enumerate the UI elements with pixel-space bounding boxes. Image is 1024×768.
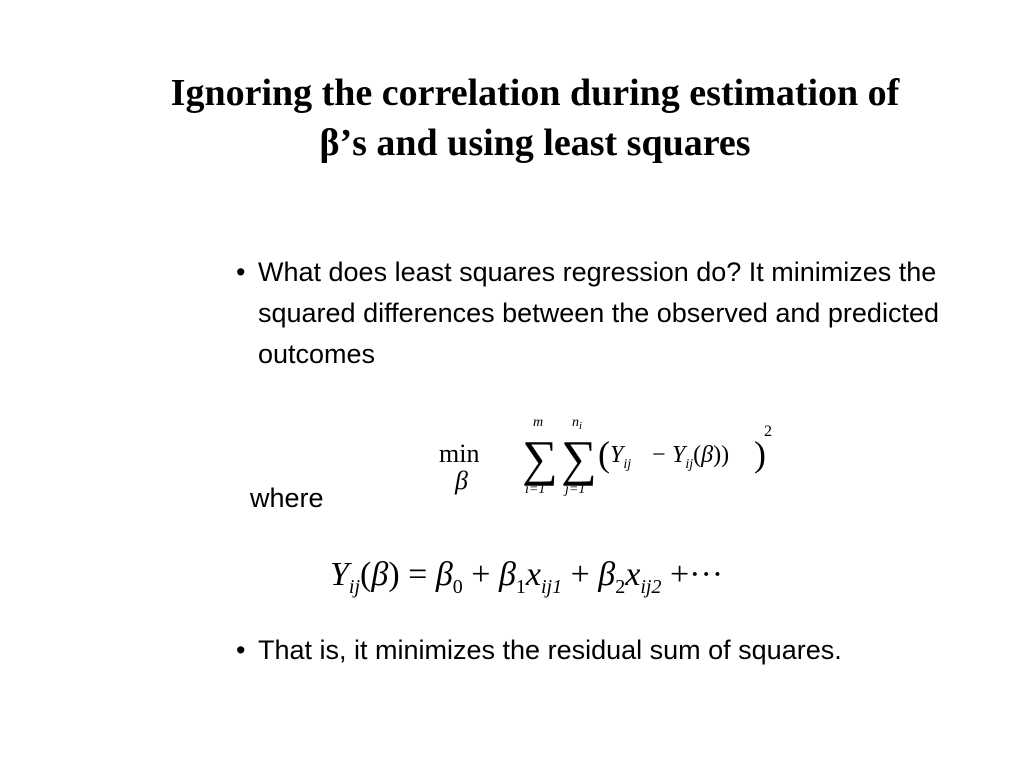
- eq-plus-1: +: [471, 556, 491, 593]
- sum-upper-m: m: [533, 415, 544, 430]
- bullet-marker: •: [236, 635, 246, 665]
- sum-sign-1: ∑: [522, 430, 558, 486]
- bullet-marker: •: [236, 257, 246, 287]
- slide-title: [60, 68, 1010, 168]
- bullet-text: What does least squares regression do? It minimizes the squared differences between the observed and predicted outcomes: [258, 257, 939, 369]
- eq-beta-2: β: [598, 556, 616, 593]
- eq-beta-0-subscript: 0: [452, 575, 463, 598]
- sum-sign-2: ∑: [561, 430, 597, 486]
- bullet-least-squares: [236, 252, 998, 375]
- square-exponent: 2: [764, 423, 772, 440]
- minus-operator: −: [652, 442, 666, 468]
- eq-Y: Y: [330, 556, 349, 593]
- title-line-2-text: ’s and using least squares: [339, 122, 751, 164]
- bullet-residual-sum: [236, 630, 1018, 671]
- open-paren-large: (: [598, 434, 610, 474]
- eq-x2: x: [625, 556, 641, 593]
- eq-x1: x: [525, 556, 541, 593]
- title-beta-symbol: β: [319, 122, 340, 164]
- eq-beta: β: [371, 556, 389, 593]
- predicted-outcome: $Y_{ij}(\beta)$): [672, 442, 730, 472]
- eq-ellipsis: ···: [689, 556, 724, 593]
- sum-lower-j: j=1: [565, 482, 586, 497]
- min-operator: min: [439, 439, 480, 468]
- minimization-equation: [430, 412, 830, 512]
- eq-beta-1-subscript: 1: [515, 575, 526, 598]
- eq-x1-subscript: ij1: [540, 575, 563, 598]
- sum-lower-i: i=1: [525, 482, 546, 497]
- sum-upper-n: $n_i$: [572, 415, 583, 432]
- eq-beta-2-subscript: 2: [615, 575, 626, 598]
- prediction-equation: $Y_{ij}(\beta) = \beta_0 + \beta_1x_{ij1} + \beta_2x_{ij2}$ +···: [330, 556, 724, 598]
- title-line-1: Ignoring the correlation during estimation of: [170, 72, 900, 114]
- eq-x2-subscript: ij2: [640, 575, 662, 598]
- bullet-text: That is, it minimizes the residual sum of squares.: [258, 635, 842, 665]
- min-beta: β: [455, 466, 468, 495]
- eq-plus-2: +: [570, 556, 590, 593]
- eq-beta-0: β: [435, 556, 453, 593]
- eq-plus-3: +: [669, 556, 690, 593]
- eq-equals: =: [408, 556, 428, 593]
- title-line-2: [60, 118, 1010, 168]
- where-label: where: [250, 483, 324, 513]
- eq-beta-1: β: [498, 556, 516, 593]
- observed-outcome: $Y_{ij}$: [610, 442, 632, 472]
- close-paren-large: ): [754, 434, 766, 474]
- eq-Y-subscript: ij: [348, 575, 361, 598]
